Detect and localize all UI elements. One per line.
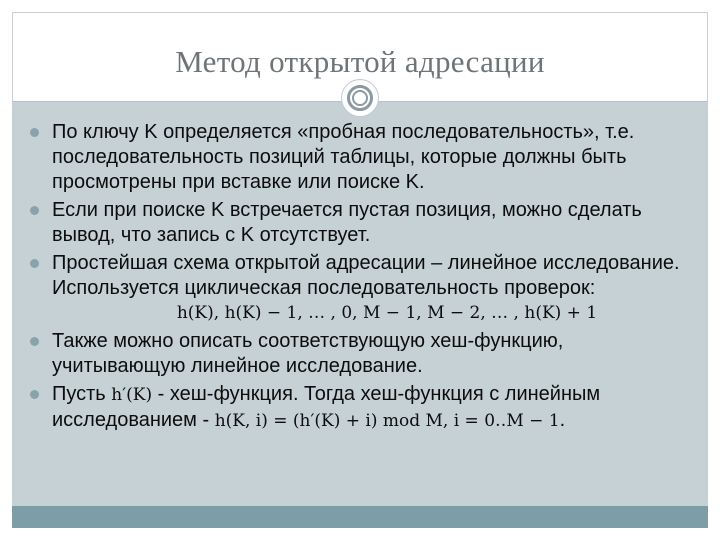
bullet-text-pre: Пусть bbox=[52, 383, 112, 405]
bullet-text: По ключу K определяется «пробная последовательность», т.е. последовательность позиций таблицы, которые должны быть просмотрены при вставке или поиске K. bbox=[52, 121, 635, 193]
bullet-text-mid: - хеш-функция. Тогда хеш-функция с линейным исследованием - bbox=[52, 383, 601, 431]
ring-ornament-icon bbox=[341, 79, 379, 117]
bullet-dot-icon bbox=[30, 337, 39, 346]
bottom-bar bbox=[12, 506, 708, 528]
probe-sequence-formula: h(K), h(K) − 1, … , 0, M − 1, M − 2, … , h(K) + 1 bbox=[176, 303, 598, 323]
bullet-dot-icon bbox=[30, 206, 39, 215]
slide-title: Метод открытой адресации bbox=[175, 44, 545, 79]
linear-probe-hash-math: h(K, i) = (h′(K) + i) mod M, i = 0‥M − 1 bbox=[214, 411, 560, 431]
bullet-text: Если при поиске K встречается пустая позиция, можно сделать вывод, что запись с K отсутствует. bbox=[52, 199, 642, 246]
bullet-item bbox=[22, 251, 682, 326]
bullet-item bbox=[22, 329, 682, 379]
bullet-text: Простейшая схема открытой адресации – линейное исследование. Используется циклическая последовательность проверок: bbox=[52, 252, 680, 299]
bullet-text: Также можно описать соответствующую хеш-функцию, учитывающую линейное исследование. bbox=[52, 330, 564, 377]
bullet-list bbox=[22, 120, 682, 437]
bullet-item bbox=[22, 120, 682, 195]
bullet-dot-icon bbox=[30, 390, 39, 399]
bullet-item bbox=[22, 198, 682, 248]
bullet-item bbox=[22, 382, 682, 434]
hash-function-math: h′(K) bbox=[111, 385, 153, 405]
bullet-dot-icon bbox=[30, 128, 39, 137]
bullet-text-end: . bbox=[559, 409, 566, 431]
bullet-dot-icon bbox=[30, 259, 39, 268]
